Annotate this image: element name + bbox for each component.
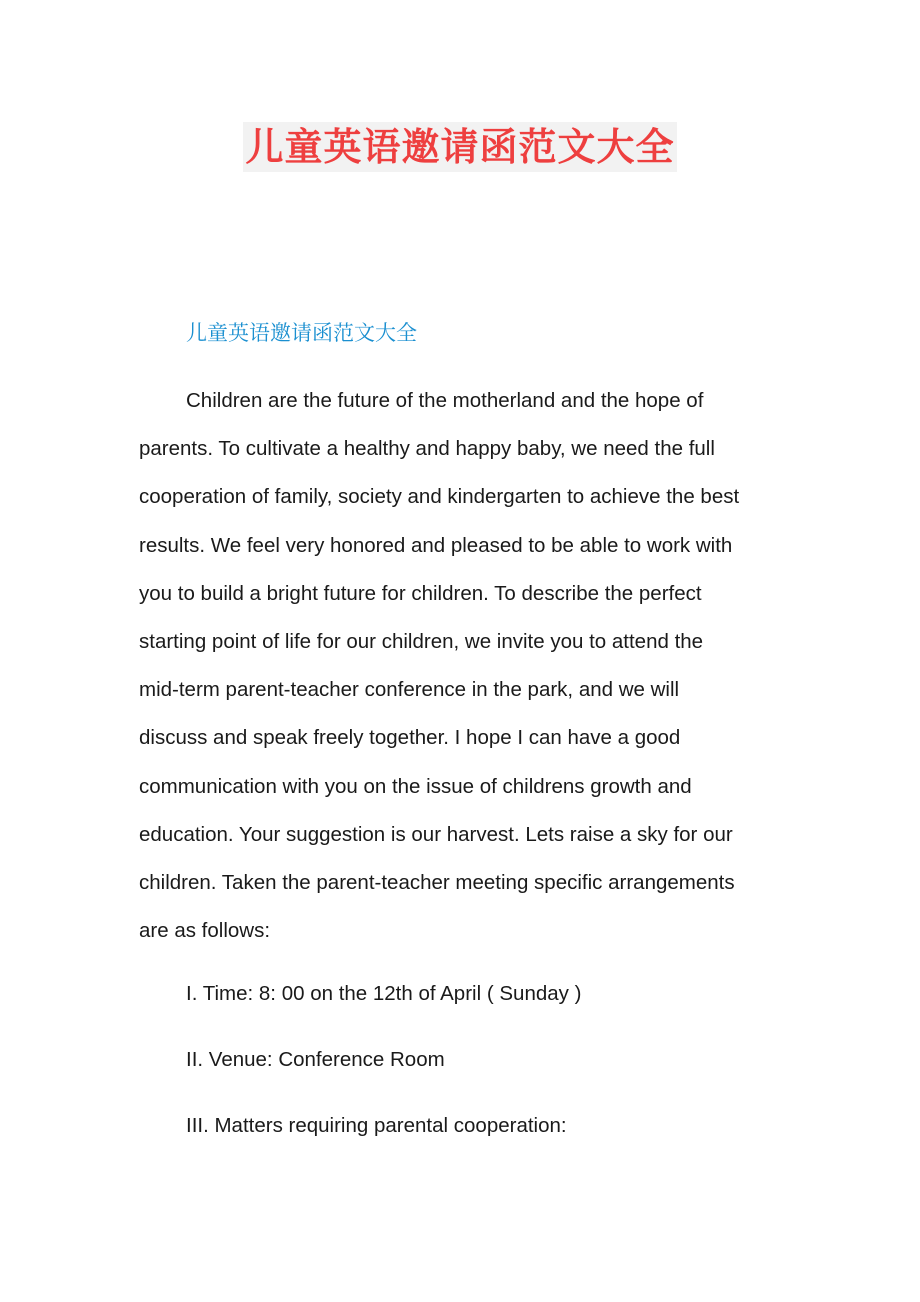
paragraph-line: mid-term parent-teacher conference in the park, and we will [139, 678, 680, 702]
paragraph-line: discuss and speak freely together. I hope I can have a good [139, 726, 681, 750]
document-title: 儿童英语邀请函范文大全 [243, 122, 676, 172]
paragraph-line: communication with you on the issue of childrens growth and [139, 774, 692, 798]
paragraph-line: cooperation of family, society and kindergarten to achieve the best [139, 485, 740, 509]
item-matters: III. Matters requiring parental cooperation: [186, 1114, 567, 1137]
body-paragraph [139, 377, 779, 955]
paragraph-line: you to build a bright future for children. To describe the perfect [139, 581, 702, 605]
paragraph-line: parents. To cultivate a healthy and happy baby, we need the full [139, 437, 715, 461]
paragraph-line: are as follows: [139, 919, 271, 943]
paragraph-line: education. Your suggestion is our harvest. Lets raise a sky for our [139, 822, 733, 846]
item-venue: II. Venue: Conference Room [186, 1048, 445, 1071]
section-heading: 儿童英语邀请函范文大全 [186, 321, 417, 345]
paragraph-line: starting point of life for our children, we invite you to attend the [139, 629, 704, 653]
paragraph-line: Children are the future of the motherland and the hope of [186, 389, 704, 412]
paragraph-line: children. Taken the parent-teacher meeting specific arrangements [139, 870, 735, 894]
paragraph-line: results. We feel very honored and pleased to be able to work with [139, 533, 733, 557]
item-time: I. Time: 8: 00 on the 12th of April ( Sunday ) [186, 982, 582, 1005]
title-container [0, 122, 920, 172]
